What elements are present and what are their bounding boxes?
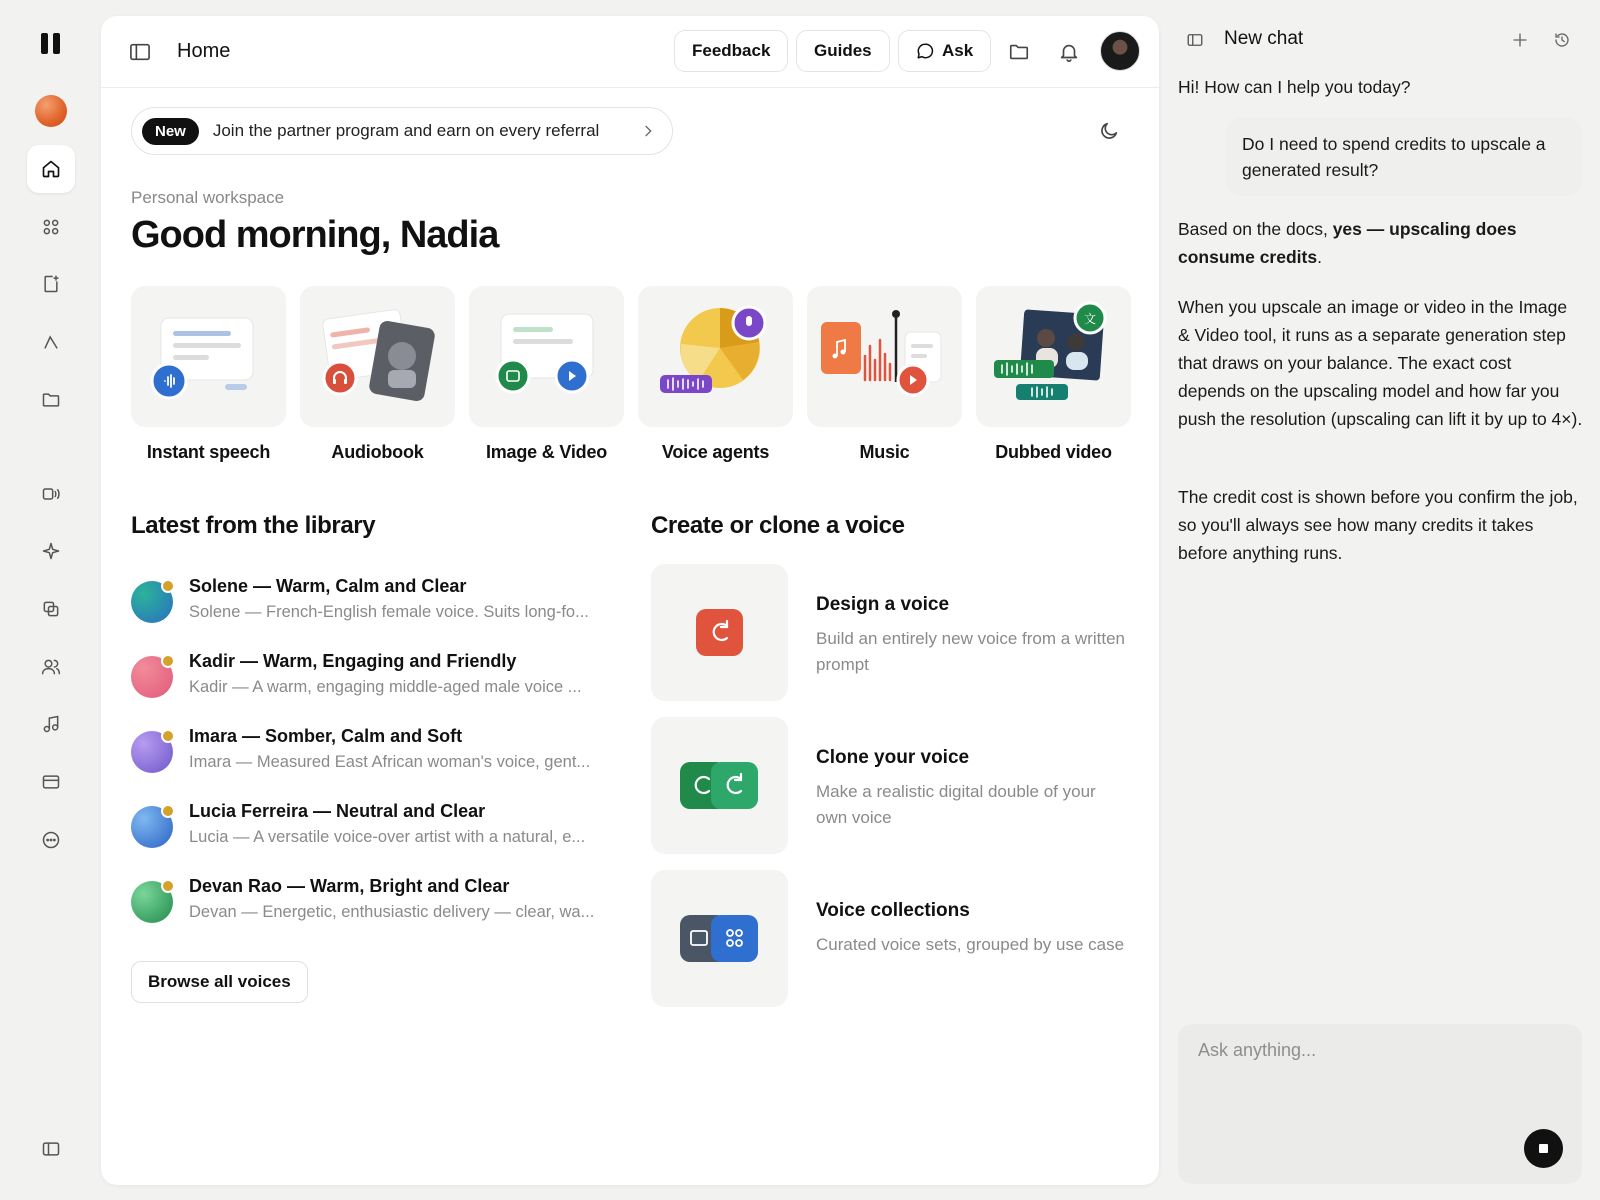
voice-description: Lucia — A versatile voice-over artist with a natural, e...: [189, 828, 586, 846]
library-item[interactable]: [131, 801, 611, 876]
card-description: Make a realistic digital double of your own voice: [816, 782, 1096, 827]
voice-name: Devan Rao — Warm, Bright and Clear: [189, 876, 510, 896]
user-message: Do I need to spend credits to upscale a generated result?: [1226, 118, 1582, 196]
nav-home[interactable]: [27, 145, 75, 193]
app-logo[interactable]: [41, 33, 60, 54]
folder-icon: [1008, 41, 1030, 63]
plus-icon: [1511, 31, 1529, 49]
card-title: Clone your voice: [816, 747, 970, 768]
ask-label: Ask: [942, 41, 974, 60]
tile-music[interactable]: [807, 286, 962, 463]
moon-icon: [1098, 120, 1120, 142]
chevron-right-icon: [640, 123, 656, 139]
workspace-label: Personal workspace: [131, 188, 285, 207]
feedback-label: Feedback: [692, 41, 771, 60]
note-add-icon: [41, 274, 61, 294]
voice-name: Imara — Somber, Calm and Soft: [189, 726, 463, 746]
card-description: Build an entirely new voice from a written prompt: [816, 629, 1125, 674]
verified-icon: [161, 729, 175, 743]
folder-icon: [41, 390, 61, 410]
voice-avatar: [131, 731, 173, 773]
users-icon: [41, 657, 61, 677]
answer-prefix: Based on the docs,: [1178, 219, 1333, 239]
design-voice-card[interactable]: [651, 564, 1126, 717]
greeting-heading: Good morning, Nadia: [131, 214, 499, 256]
voice-agents-illustration: [638, 286, 793, 427]
verified-icon: [161, 879, 175, 893]
copy-icon: [41, 599, 61, 619]
nav-projects[interactable]: [27, 585, 75, 633]
new-badge: New: [142, 118, 199, 145]
design-voice-illustration: [651, 564, 788, 701]
guides-button[interactable]: [796, 30, 890, 72]
voice-avatar: [131, 881, 173, 923]
assistant-greeting: Hi! How can I help you today?: [1178, 77, 1411, 97]
lambda-icon: [41, 332, 61, 352]
library-item[interactable]: [131, 576, 611, 651]
chat-panel: [1160, 0, 1600, 1200]
library-list: [131, 576, 611, 951]
voice-avatar: [131, 806, 173, 848]
files-button[interactable]: [1008, 41, 1030, 63]
chat-history-button[interactable]: [1553, 31, 1571, 49]
clone-voice-illustration: [651, 717, 788, 854]
workspace-orb-icon[interactable]: [35, 95, 67, 127]
library-item[interactable]: [131, 876, 611, 951]
nav-more[interactable]: [27, 816, 75, 864]
sidebar-icon: [1186, 31, 1204, 49]
nav-music[interactable]: [27, 700, 75, 748]
stop-generation-button[interactable]: [1524, 1129, 1563, 1168]
sparkle-icon: [41, 541, 61, 561]
nav-apps[interactable]: [27, 203, 75, 251]
grid-icon: [41, 217, 61, 237]
library-item[interactable]: [131, 651, 611, 726]
tile-label: Audiobook: [331, 442, 424, 462]
instant-speech-illustration: [131, 286, 286, 427]
assistant-answer-p2: When you upscale an image or video in the Image & Video tool, it runs as a separate generation step that draws on your balance. The exact cost depends on the upscaling model and how far you push the resolution (upscaling can lift it by up to 4×).: [1178, 297, 1583, 429]
main-panel: [101, 16, 1159, 1185]
sidebar-icon: [41, 1139, 61, 1159]
voice-name: Kadir — Warm, Engaging and Friendly: [189, 651, 517, 671]
nav-sparkle[interactable]: [27, 527, 75, 575]
tile-label: Music: [859, 442, 910, 462]
nav-new-document[interactable]: [27, 260, 75, 308]
collapse-sidebar-button[interactable]: [27, 1125, 75, 1173]
tile-label: Dubbed video: [995, 442, 1112, 462]
voice-avatar: [131, 656, 173, 698]
verified-icon: [161, 579, 175, 593]
tile-label: Voice agents: [661, 442, 770, 462]
answer-suffix: .: [1317, 247, 1322, 267]
assistant-answer-p3: The credit cost is shown before you confirm the job, so you'll always see how many credits it takes before anything runs.: [1178, 487, 1578, 563]
image-video-illustration: [469, 286, 624, 427]
panel-toggle-button[interactable]: [129, 42, 151, 62]
chat-bubble-icon: [916, 42, 934, 60]
left-rail: [0, 0, 100, 1200]
chat-input[interactable]: [1198, 1040, 1538, 1061]
tile-image-video[interactable]: [469, 286, 624, 463]
more-circle-icon: [41, 830, 61, 850]
verified-icon: [161, 804, 175, 818]
library-title: Latest from the library: [131, 512, 376, 539]
product-tiles: [131, 286, 1131, 463]
assistant-answer-p1: [1178, 215, 1583, 271]
banner-text: Join the partner program and earn on every referral: [212, 121, 600, 140]
tile-audiobook[interactable]: [300, 286, 455, 463]
library-item[interactable]: [131, 726, 611, 801]
voice-avatar: [131, 581, 173, 623]
speaker-waves-icon: [41, 484, 61, 504]
guides-label: Guides: [814, 41, 872, 60]
partner-banner[interactable]: [131, 107, 673, 155]
voice-description: Imara — Measured East African woman's voice, gent...: [189, 753, 591, 771]
music-illustration: [807, 286, 962, 427]
chat-title: New chat: [1224, 28, 1304, 49]
new-chat-button[interactable]: [1511, 31, 1529, 49]
card-title: Design a voice: [816, 594, 950, 615]
home-icon: [41, 159, 61, 179]
clone-voice-card[interactable]: [651, 717, 1126, 870]
ask-button[interactable]: [898, 30, 991, 72]
tile-instant-speech[interactable]: [131, 286, 286, 463]
card-title: Voice collections: [816, 900, 970, 921]
nav-speech[interactable]: [27, 470, 75, 518]
voice-description: Devan — Energetic, enthusiastic delivery — clear, wa...: [189, 903, 595, 921]
stop-icon: [1539, 1144, 1548, 1153]
nav-billing[interactable]: [27, 758, 75, 806]
voice-name: Solene — Warm, Calm and Clear: [189, 576, 467, 596]
browse-all-voices-button[interactable]: Browse all voices: [131, 961, 308, 1003]
notifications-button[interactable]: [1058, 41, 1080, 63]
sidebar-icon: [129, 42, 151, 62]
page-title: Home: [177, 40, 231, 62]
chat-header: [1186, 26, 1586, 56]
tile-label: Image & Video: [485, 442, 608, 462]
create-title: Create or clone a voice: [651, 512, 905, 539]
voice-name: Lucia Ferreira — Neutral and Clear: [189, 801, 486, 821]
music-note-icon: [41, 714, 61, 734]
nav-voices[interactable]: [27, 643, 75, 691]
credit-card-icon: [41, 772, 61, 792]
top-bar: [101, 16, 1159, 88]
voice-description: Solene — French-English female voice. Suits long-fo...: [189, 603, 589, 621]
audiobook-illustration: [300, 286, 455, 427]
history-icon: [1553, 31, 1571, 49]
verified-icon: [161, 654, 175, 668]
voice-collections-card[interactable]: [651, 870, 1126, 1023]
svg-text:文: 文: [1083, 312, 1097, 326]
tile-dubbed-video[interactable]: [976, 286, 1131, 463]
voice-description: Kadir — A warm, engaging middle-aged male voice ...: [189, 678, 582, 696]
bell-icon: [1058, 41, 1080, 63]
feedback-button[interactable]: [674, 30, 788, 72]
user-avatar[interactable]: [1100, 31, 1140, 71]
answer-bold: yes — upscaling does consume credits: [1178, 219, 1517, 267]
nav-agents[interactable]: [27, 318, 75, 366]
tile-voice-agents[interactable]: [638, 286, 793, 463]
chat-composer: [1178, 1024, 1582, 1184]
create-list: [651, 564, 1126, 1023]
voice-collections-illustration: [651, 870, 788, 1007]
theme-toggle-button[interactable]: [1098, 120, 1120, 142]
card-description: Curated voice sets, grouped by use case: [816, 935, 1125, 954]
tile-label: Instant speech: [146, 442, 271, 462]
chat-sidebar-toggle[interactable]: [1186, 31, 1204, 49]
nav-files[interactable]: [27, 376, 75, 424]
dubbed-video-illustration: [976, 286, 1131, 427]
